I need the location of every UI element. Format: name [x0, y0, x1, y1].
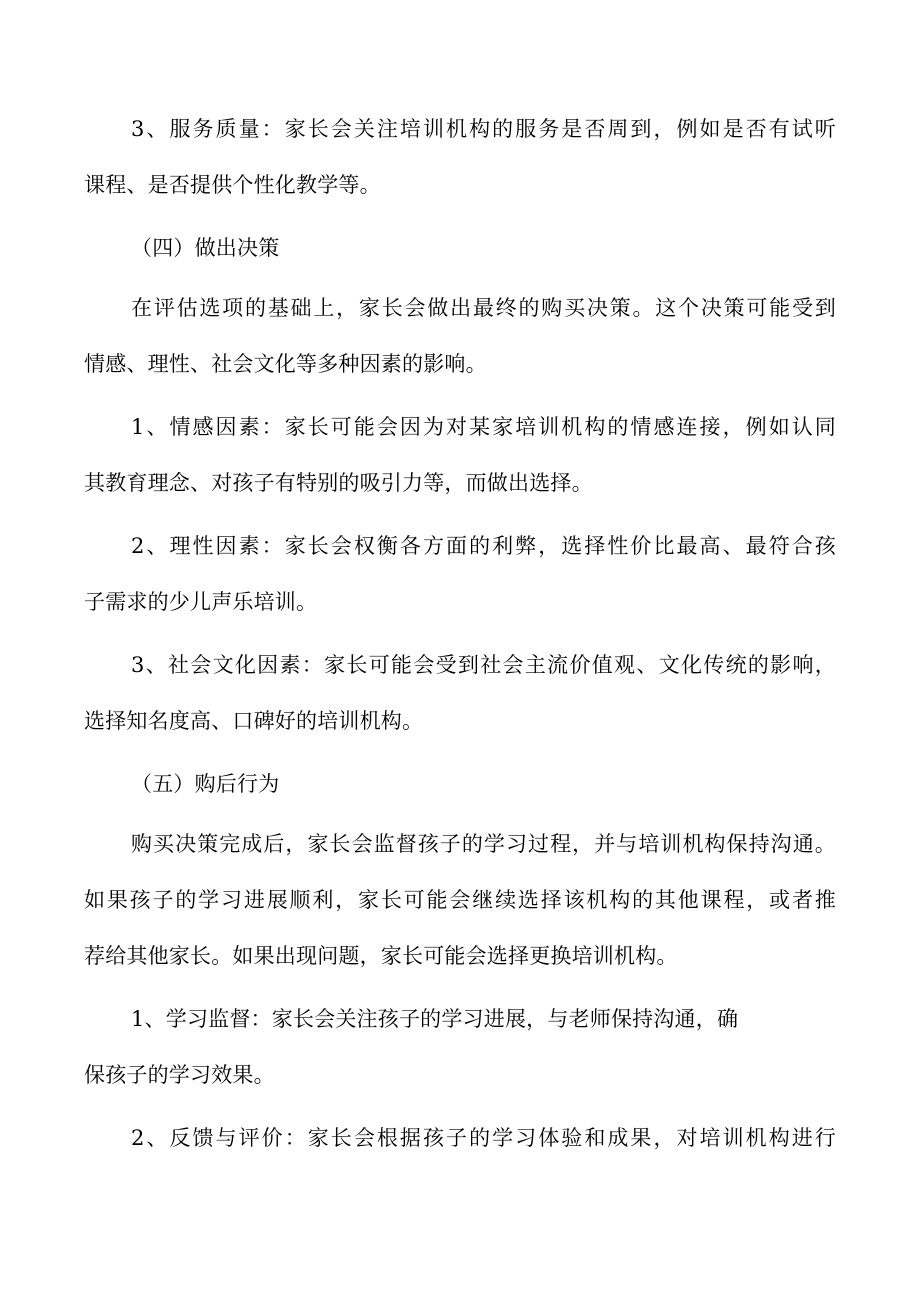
paragraph-line: 在评估选项的基础上，家长会做出最终的购买决策。这个决策可能受到 — [131, 296, 836, 320]
paragraph-line: 选择知名度高、口碑好的培训机构。 — [84, 709, 424, 733]
paragraph-line: 如果孩子的学习进展顺利，家长可能会继续选择该机构的其他课程，或者推 — [84, 888, 836, 912]
section-heading: （四）做出决策 — [131, 236, 280, 260]
paragraph-line: 情感、理性、社会文化等多种因素的影响。 — [84, 352, 487, 376]
paragraph-line: 荐给其他家长。如果出现问题，家长可能会选择更换培训机构。 — [84, 944, 678, 968]
paragraph-line: 2、理性因素：家长会权衡各方面的利弊，选择性价比最高、最符合孩 — [131, 534, 836, 558]
section-heading: （五）购后行为 — [131, 772, 280, 796]
paragraph-line: 课程、是否提供个性化教学等。 — [84, 173, 381, 197]
paragraph-line: 3、服务质量：家长会关注培训机构的服务是否周到，例如是否有试听 — [131, 117, 836, 141]
paragraph-line: 购买决策完成后，家长会监督孩子的学习过程，并与培训机构保持沟通。 — [131, 832, 836, 856]
paragraph-line: 其教育理念、对孩子有特别的吸引力等，而做出选择。 — [84, 471, 593, 495]
paragraph-line: 1、情感因素：家长可能会因为对某家培训机构的情感连接，例如认同 — [131, 415, 836, 439]
paragraph-line: 子需求的少儿声乐培训。 — [84, 590, 318, 614]
paragraph-line: 2、反馈与评价：家长会根据孩子的学习体验和成果，对培训机构进行 — [131, 1126, 836, 1150]
paragraph-line: 3、社会文化因素：家长可能会受到社会主流价值观、文化传统的影响， — [131, 653, 836, 677]
paragraph-line: 保孩子的学习效果。 — [84, 1063, 275, 1087]
paragraph-line: 1、学习监督：家长会关注孩子的学习进展，与老师保持沟通，确 — [131, 1007, 739, 1031]
